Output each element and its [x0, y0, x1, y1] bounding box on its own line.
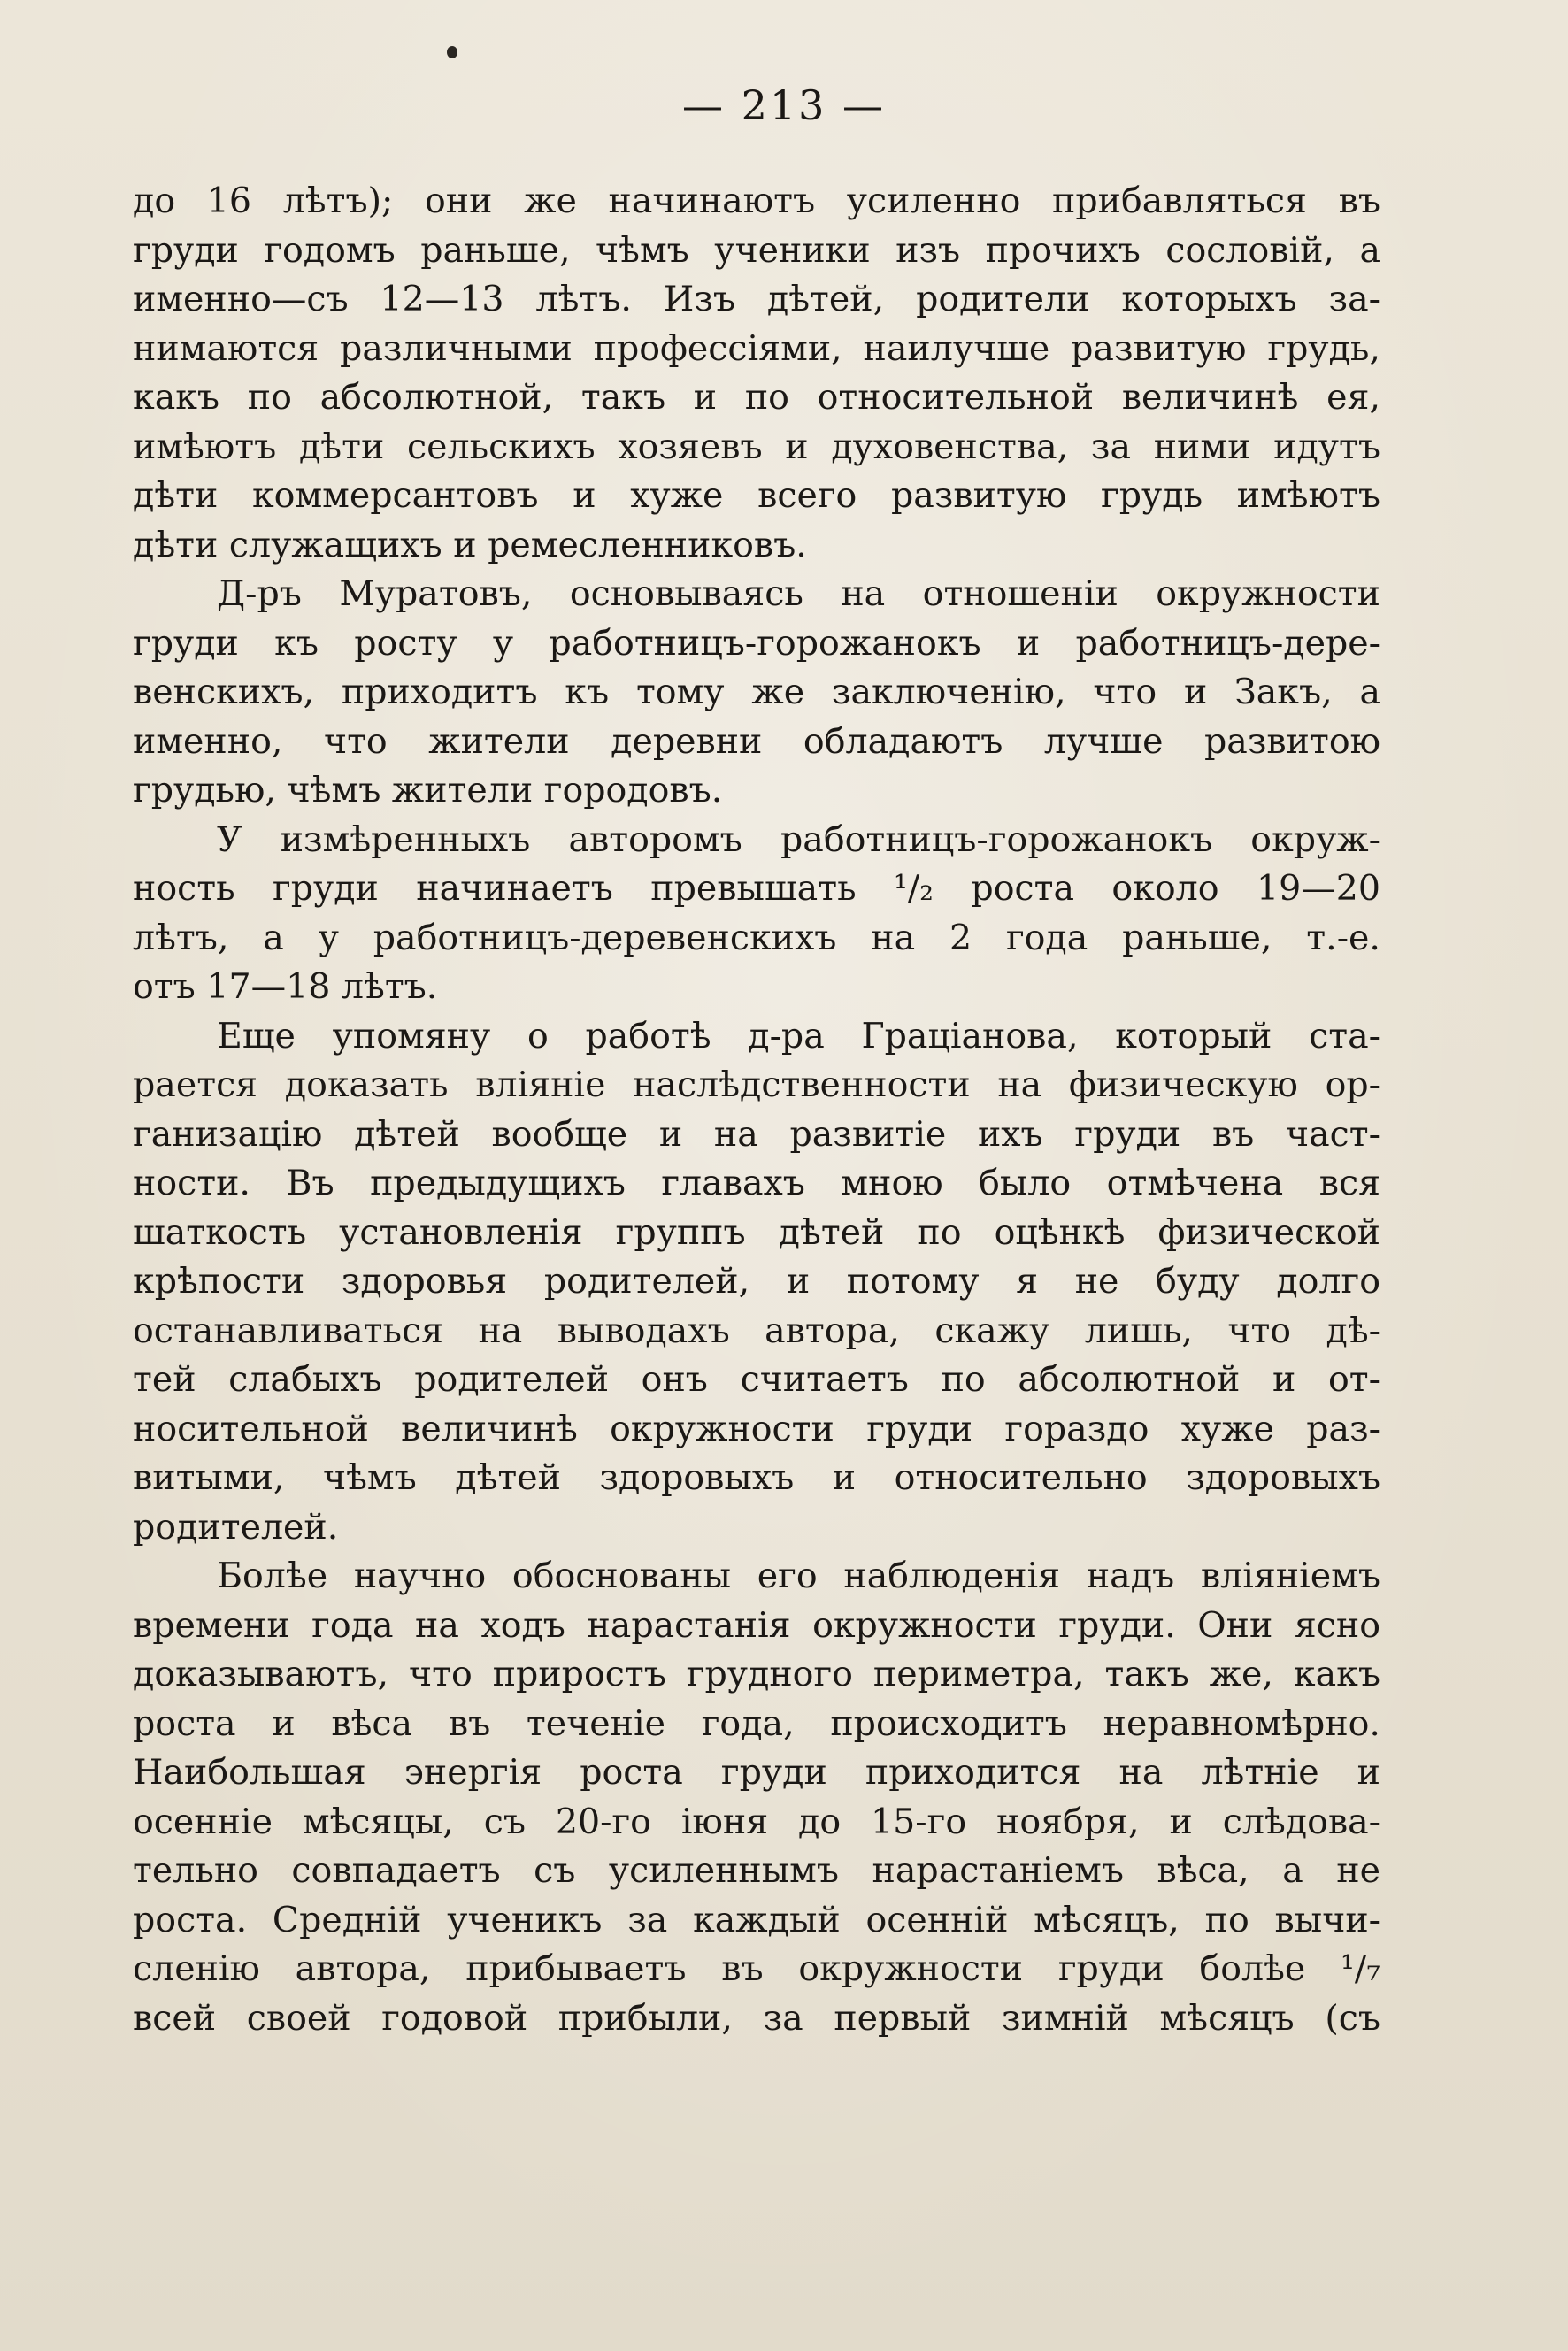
- text-line: груди къ росту у работницъ-горожанокъ и работницъ-дере-: [133, 622, 1380, 664]
- text-line: лѣтъ, а у работницъ-деревенскихъ на 2 года раньше, т.-е.: [133, 917, 1380, 958]
- text-line: грудью, чѣмъ жители городовъ.: [133, 770, 723, 811]
- text-line: венскихъ, приходитъ къ тому же заключенію, что и Закъ, а: [133, 672, 1380, 712]
- text-line: родителей.: [133, 1506, 339, 1548]
- text-line: какъ по абсолютной, такъ и по относительной величинѣ ея,: [133, 377, 1380, 418]
- text-line: доказываютъ, что приростъ грудного периметра, такъ же, какъ: [133, 1654, 1380, 1694]
- text-line: именно—съ 12—13 лѣтъ. Изъ дѣтей, родители которыхъ за-: [133, 279, 1380, 319]
- body-text: [133, 177, 1380, 2043]
- text-line: ности. Въ предыдущихъ главахъ мною было отмѣчена вся: [133, 1163, 1380, 1203]
- text-line: рается доказать вліяніе наслѣдственности на физическую ор-: [133, 1064, 1380, 1105]
- text-line: Болѣе научно обоснованы его наблюденія надъ вліяніемъ: [217, 1556, 1380, 1596]
- text-line: витыми, чѣмъ дѣтей здоровыхъ и относительно здоровыхъ: [133, 1457, 1380, 1498]
- text-line: Еще упомяну о работѣ д-ра Граціанова, который ста-: [217, 1015, 1380, 1056]
- text-line: У измѣренныхъ авторомъ работницъ-горожанокъ окруж-: [217, 818, 1380, 860]
- text-line: всей своей годовой прибыли, за первый зимній мѣсяцъ (съ: [133, 1997, 1380, 2039]
- text-line: времени года на ходъ нарастанія окружности груди. Они ясно: [133, 1604, 1380, 1646]
- text-line: дѣти коммерсантовъ и хуже всего развитую грудь имѣютъ: [133, 475, 1380, 516]
- text-line: Д-ръ Муратовъ, основываясь на отношеніи окружности: [217, 573, 1380, 614]
- text-line: Наибольшая энергія роста груди приходится на лѣтніе и: [133, 1752, 1380, 1793]
- paragraph: [133, 177, 1380, 570]
- text-line: крѣпости здоровья родителей, и потому я не буду долго: [133, 1261, 1380, 1302]
- text-line: ганизацію дѣтей вообще и на развитіе ихъ груди въ част-: [133, 1113, 1380, 1155]
- paragraph: [133, 1012, 1380, 1553]
- text-line: имѣютъ дѣти сельскихъ хозяевъ и духовенства, за ними идутъ: [133, 426, 1380, 467]
- text-line: шаткость установленія группъ дѣтей по оцѣнкѣ физической: [133, 1211, 1380, 1253]
- text-line: до 16 лѣтъ); они же начинаютъ усиленно прибавляться въ: [133, 181, 1380, 221]
- page-number: — 213 —: [681, 81, 887, 129]
- text-line: тей слабыхъ родителей онъ считаетъ по абсолютной и от-: [133, 1359, 1380, 1400]
- text-line: нимаются различными профессіями, наилучше развитую грудь,: [133, 327, 1380, 369]
- text-line: сленію автора, прибываетъ въ окружности груди болѣе ¹/₇: [133, 1948, 1380, 1989]
- text-line: именно, что жители деревни обладаютъ лучше развитою: [133, 720, 1380, 762]
- text-line: отъ 17—18 лѣтъ.: [133, 966, 438, 1007]
- text-line: останавливаться на выводахъ автора, скажу лишь, что дѣ-: [133, 1310, 1380, 1351]
- text-line: ность груди начинаетъ превышать ¹/₂ роста около 19—20: [133, 868, 1380, 909]
- ink-speck: [447, 46, 457, 58]
- paragraph: [133, 1552, 1380, 2043]
- text-line: роста. Средній ученикъ за каждый осенній мѣсяцъ, по вычи-: [133, 1899, 1380, 1940]
- text-line: груди годомъ раньше, чѣмъ ученики изъ прочихъ сословій, а: [133, 229, 1380, 271]
- text-line: роста и вѣса въ теченіе года, происходитъ неравномѣрно.: [133, 1702, 1380, 1744]
- text-line: дѣти служащихъ и ремесленниковъ.: [133, 524, 807, 565]
- text-line: осенніе мѣсяцы, съ 20-го іюня до 15-го ноября, и слѣдова-: [133, 1801, 1380, 1842]
- text-line: тельно совпадаетъ съ усиленнымъ нарастаніемъ вѣса, а не: [133, 1850, 1380, 1891]
- paragraph: [133, 816, 1380, 1012]
- paragraph: [133, 570, 1380, 816]
- text-line: носительной величинѣ окружности груди гораздо хуже раз-: [133, 1408, 1380, 1449]
